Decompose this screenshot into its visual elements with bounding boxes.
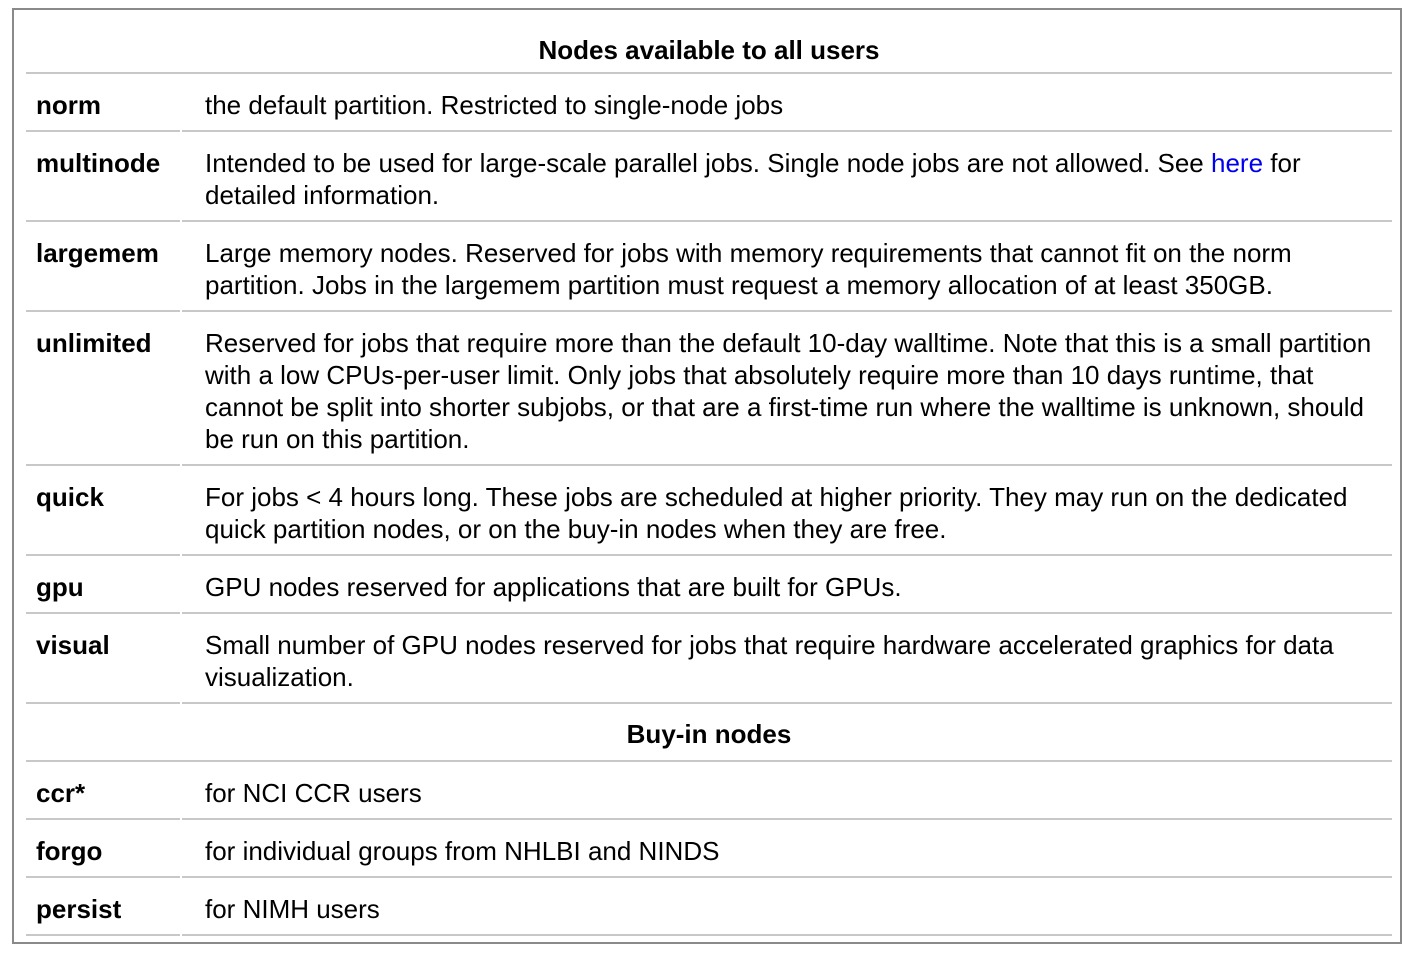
partition-description: GPU nodes reserved for applications that are built for GPUs. [182, 558, 1392, 614]
table-row-visual [26, 616, 1392, 704]
partition-name: visual [26, 616, 180, 704]
here-link[interactable]: here [1211, 148, 1264, 178]
table-row-norm [26, 76, 1392, 132]
partition-name: persist [26, 880, 180, 936]
partition-description: the default partition. Restricted to single-node jobs [182, 76, 1392, 132]
table-row-largemem [26, 224, 1392, 312]
partition-name: gpu [26, 558, 180, 614]
partition-description: For jobs < 4 hours long. These jobs are scheduled at higher priority. They may run on the dedicated quick partition nodes, or on the buy-in nodes when they are free. [182, 468, 1392, 556]
partition-name: multinode [26, 134, 180, 222]
partition-description: Small number of GPU nodes reserved for jobs that require hardware accelerated graphics for data visualization. [182, 616, 1392, 704]
partition-name: unlimited [26, 314, 180, 466]
table-row-quick [26, 468, 1392, 556]
partitions-table [12, 8, 1402, 944]
section-header-buy-in [26, 706, 1392, 762]
table-row-unlimited [26, 314, 1392, 466]
partition-description: Large memory nodes. Reserved for jobs with memory requirements that cannot fit on the norm partition. Jobs in the largemem partition must request a memory allocation of at least 350GB. [182, 224, 1392, 312]
section-title: Nodes available to all users [538, 35, 880, 65]
table-row-multinode [26, 134, 1392, 222]
partition-name: quick [26, 468, 180, 556]
section-header-all-users [26, 14, 1392, 74]
table-row-gpu [26, 558, 1392, 614]
partition-description: for NCI CCR users [182, 764, 1392, 820]
partition-name: forgo [26, 822, 180, 878]
table-row-ccr [26, 764, 1392, 820]
section-title: Buy-in nodes [626, 719, 792, 749]
partition-description: for NIMH users [182, 880, 1392, 936]
partition-name: norm [26, 76, 180, 132]
table-row-forgo [26, 822, 1392, 878]
partition-description: Intended to be used for large-scale parallel jobs. Single node jobs are not allowed. See here for detailed information. [182, 134, 1392, 222]
partition-description: for individual groups from NHLBI and NINDS [182, 822, 1392, 878]
partition-name: largemem [26, 224, 180, 312]
partition-description: Reserved for jobs that require more than the default 10-day walltime. Note that this is a small partition with a low CPUs-per-user limit. Only jobs that absolutely require more than 10 days runtime, that cannot be split into shorter subjobs, or that are a first-time run where the walltime is unknown, should be run on this partition. [182, 314, 1392, 466]
table-row-persist [26, 880, 1392, 936]
partition-name: ccr* [26, 764, 180, 820]
